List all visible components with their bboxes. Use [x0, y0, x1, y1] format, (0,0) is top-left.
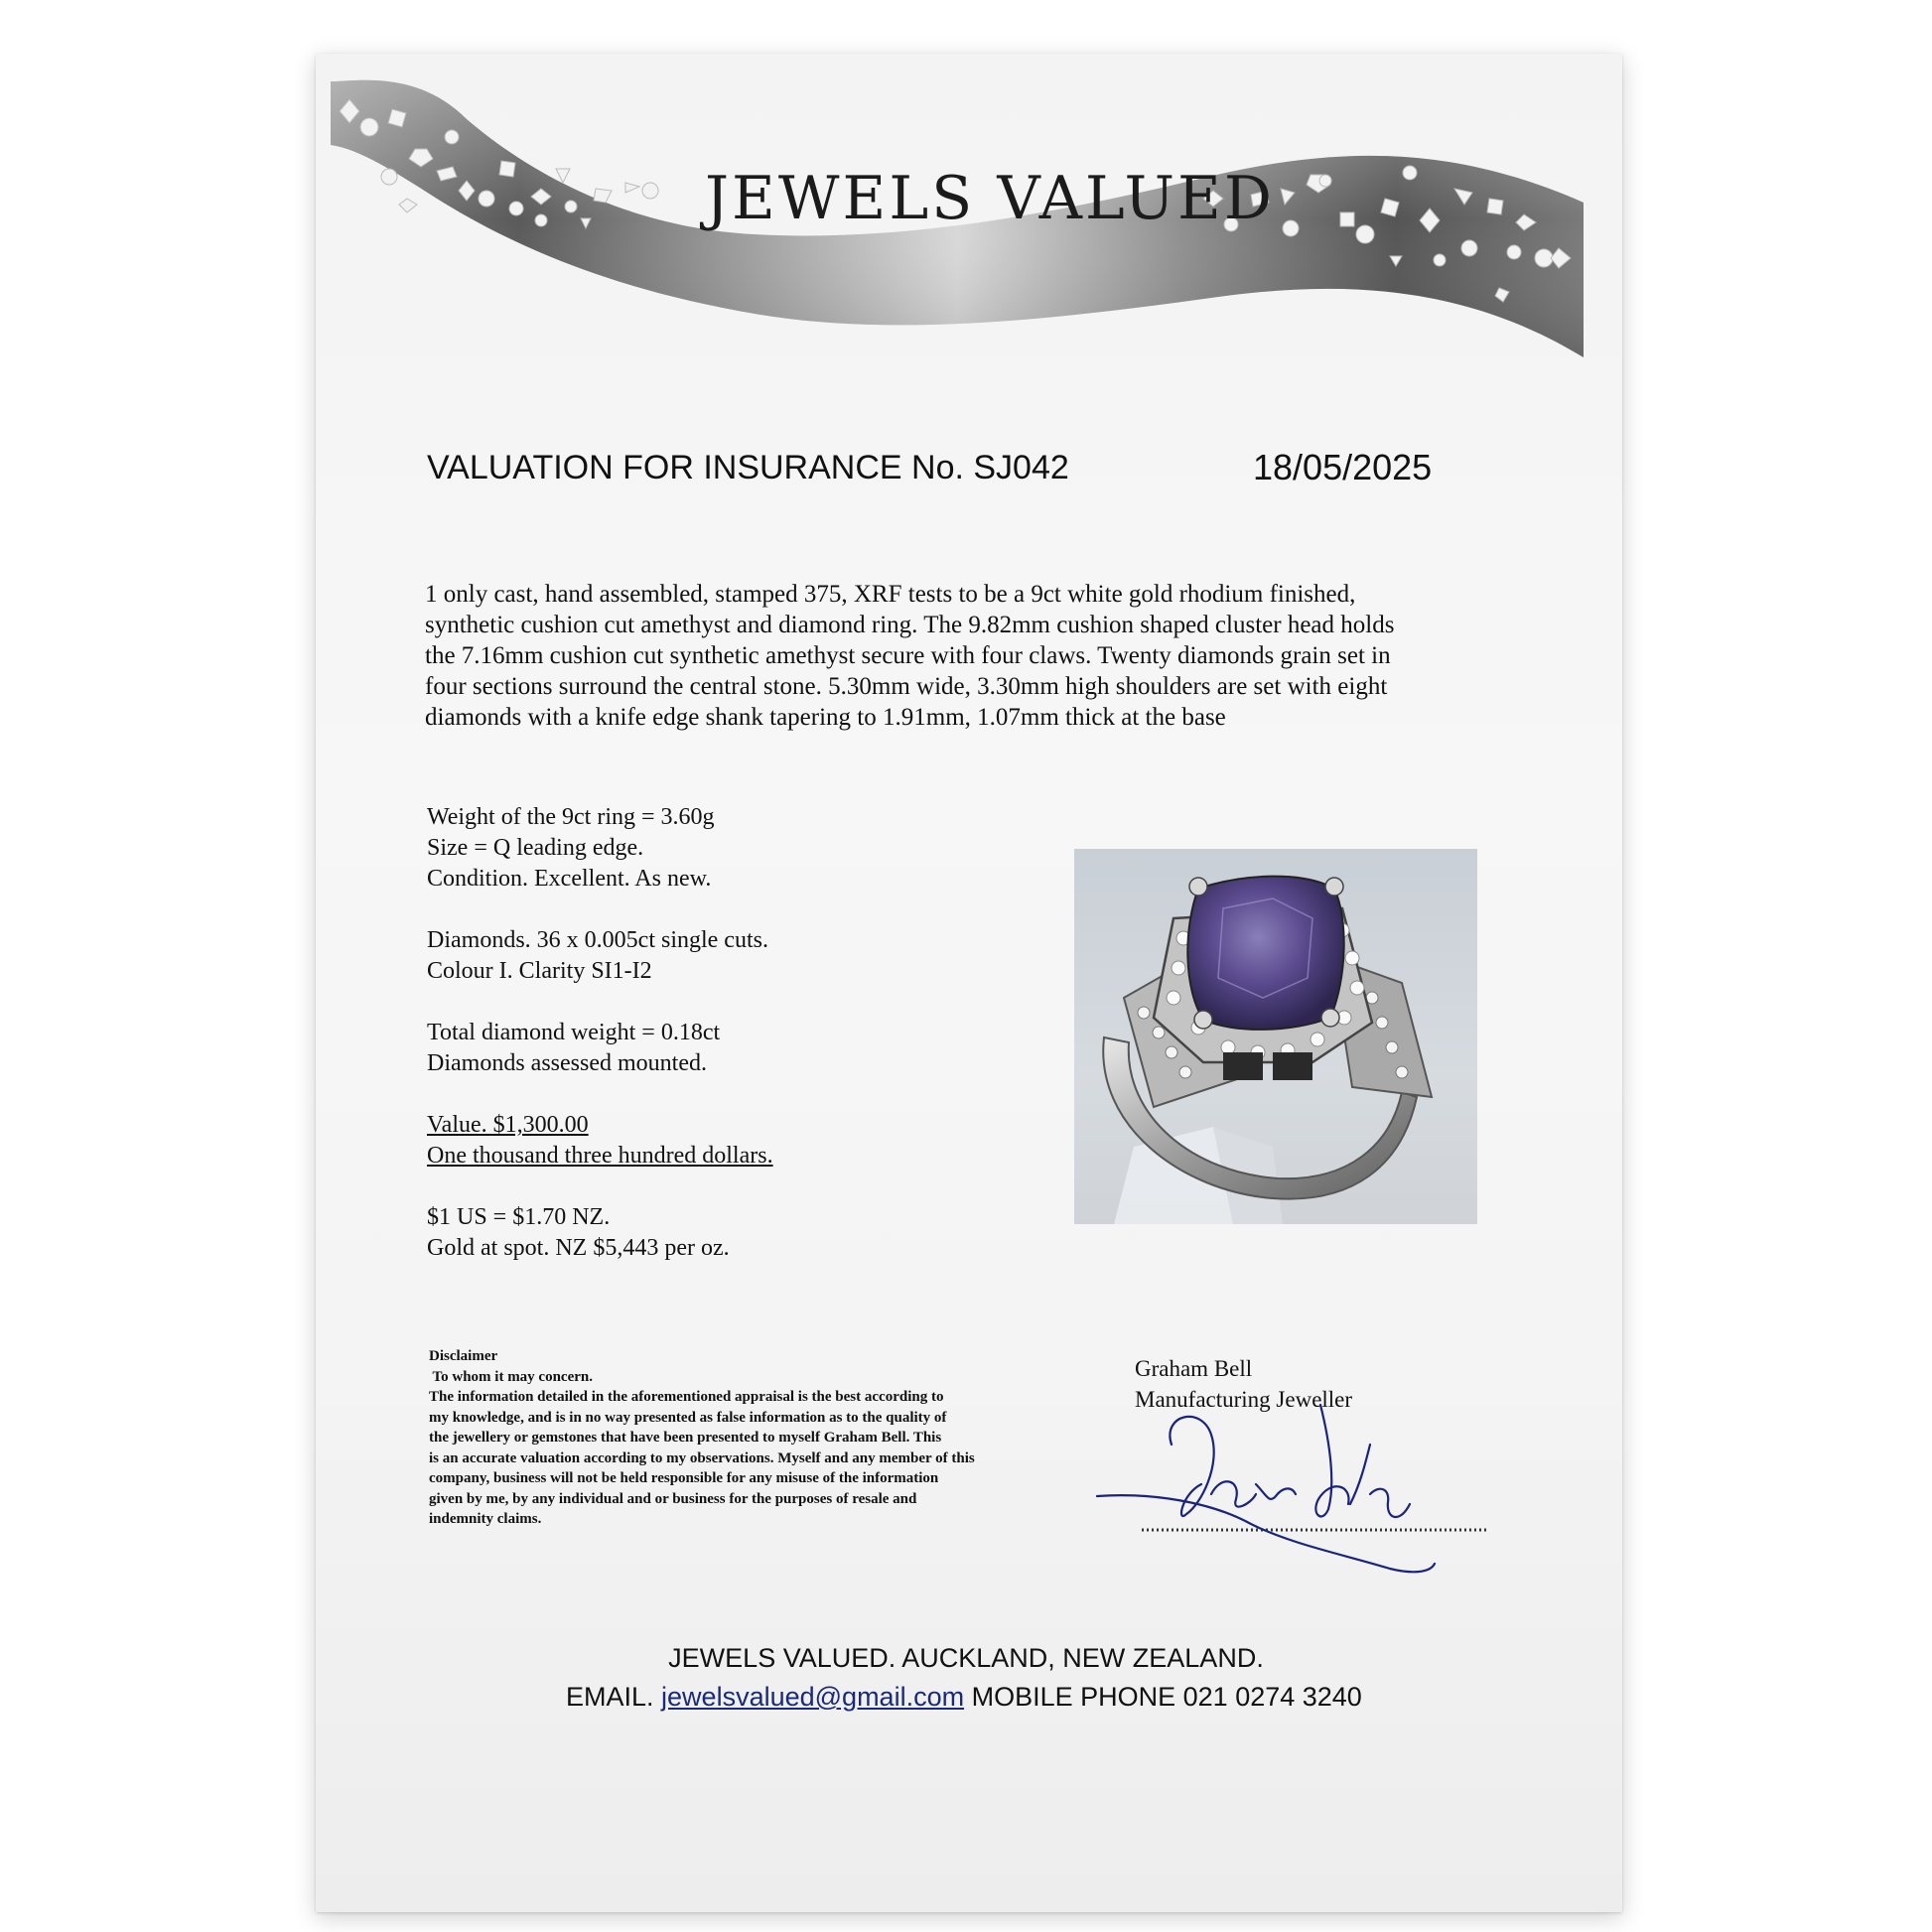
disclaimer-line: the jewellery or gemstones that have been presented to myself Graham Bell. This	[429, 1430, 942, 1446]
spec-colour: Colour I. Clarity SI1-I2	[427, 958, 652, 984]
disclaimer	[429, 1346, 1084, 1530]
description-line: 1 only cast, hand assembled, stamped 375, XRF tests to be a 9ct white gold rhodium finished,	[425, 581, 1356, 608]
email-label: EMAIL.	[566, 1682, 654, 1712]
valuation-title: VALUATION FOR INSURANCE No. SJ042	[427, 449, 1069, 486]
signatory-name: Graham Bell	[1135, 1356, 1253, 1381]
description-line: the 7.16mm cushion cut synthetic amethyst secure with four claws. Twenty diamonds grain set in	[425, 642, 1391, 669]
description-line: synthetic cushion cut amethyst and diamond ring. The 9.82mm cushion shaped cluster head holds	[425, 612, 1395, 638]
spec-exchange-rate: $1 US = $1.70 NZ.	[427, 1204, 611, 1230]
spec-size: Size = Q leading edge.	[427, 835, 644, 861]
spec-gold-price: Gold at spot. NZ $5,443 per oz.	[427, 1235, 730, 1261]
ring-photo	[1074, 849, 1477, 1224]
description-line: four sections surround the central stone. 5.30mm wide, 3.30mm high shoulders are set with eight	[425, 673, 1388, 700]
footer-contact	[566, 1682, 1362, 1713]
disclaimer-line: my knowledge, and is in no way presented as false information as to the quality of	[429, 1409, 947, 1426]
spec-diamonds: Diamonds. 36 x 0.005ct single cuts.	[427, 927, 768, 953]
spec-condition: Condition. Excellent. As new.	[427, 866, 712, 892]
item-description	[425, 579, 1517, 733]
spec-value: Value. $1,300.00	[427, 1112, 589, 1138]
letterhead-banner	[0, 0, 1932, 417]
description-line: diamonds with a knife edge shank tapering to 1.91mm, 1.07mm thick at the base	[425, 704, 1226, 731]
valuation-date: 18/05/2025	[1253, 447, 1433, 487]
disclaimer-line: The information detailed in the aforementioned appraisal is the best according to	[429, 1389, 944, 1405]
disclaimer-line: indemnity claims.	[429, 1511, 542, 1527]
spec-assessed: Diamonds assessed mounted.	[427, 1050, 707, 1076]
disclaimer-line: is an accurate valuation according to my observations. Myself and any member of this	[429, 1449, 975, 1466]
specifications	[427, 802, 773, 1264]
brand-logo-text: JEWELS VALUED	[705, 164, 1275, 233]
handwritten-signature	[1092, 1385, 1509, 1584]
disclaimer-line: company, business will not be held responsible for any misuse of the information	[429, 1470, 939, 1486]
disclaimer-line: given by me, by any individual and or business for the purposes of resale and	[429, 1490, 917, 1507]
spec-total-weight: Total diamond weight = 0.18ct	[427, 1020, 721, 1045]
spec-value-words: One thousand three hundred dollars.	[427, 1143, 773, 1169]
email-link[interactable]: jewelsvalued@gmail.com	[661, 1682, 965, 1712]
footer-address: JEWELS VALUED. AUCKLAND, NEW ZEALAND.	[668, 1643, 1264, 1673]
signatory-role: Manufacturing Jeweller	[1135, 1387, 1353, 1412]
phone-number: MOBILE PHONE 021 0274 3240	[971, 1682, 1362, 1712]
spec-weight: Weight of the 9ct ring = 3.60g	[427, 804, 715, 830]
disclaimer-line: Disclaimer	[429, 1348, 498, 1364]
disclaimer-line: To whom it may concern.	[429, 1368, 593, 1385]
